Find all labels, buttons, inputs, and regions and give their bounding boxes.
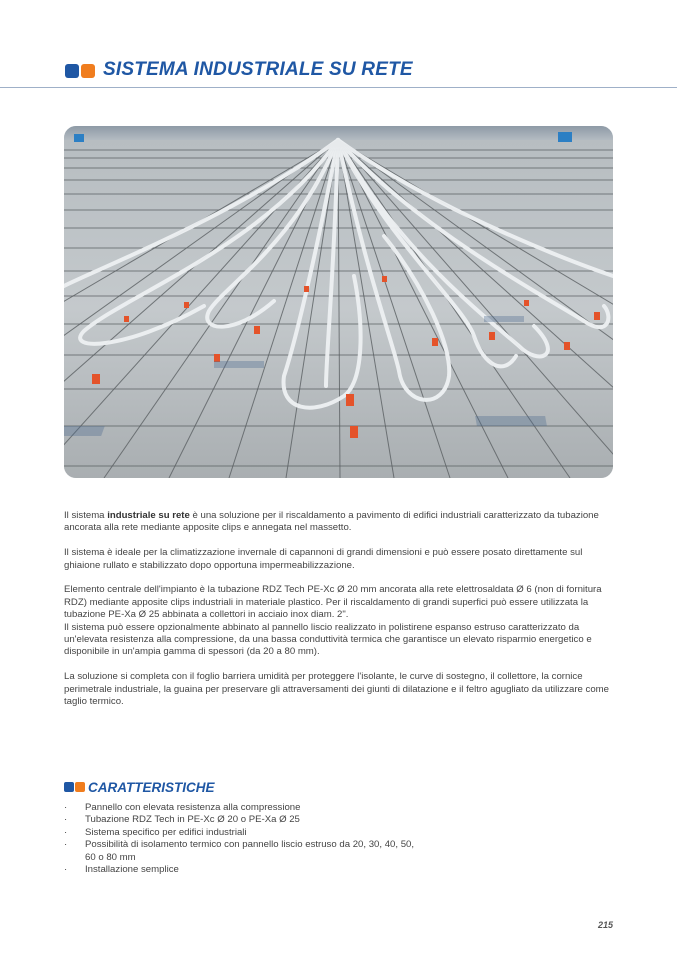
list-item bbox=[64, 864, 464, 876]
page-number: 215 bbox=[598, 920, 614, 930]
bullet: · bbox=[64, 864, 68, 876]
header-divider bbox=[0, 87, 677, 88]
features-header bbox=[0, 778, 677, 798]
blue-square-icon bbox=[64, 782, 74, 792]
photo-illustration bbox=[64, 126, 613, 478]
blue-square-icon bbox=[65, 64, 79, 78]
orange-square-icon bbox=[75, 782, 85, 792]
intro-text-end: è una soluzione per il riscaldamento a pavimento di edifici industriali caratterizzato da tubazione ancorata alla rete mediante apposite clips e annegata nel massetto. bbox=[64, 510, 599, 534]
bullet: · bbox=[64, 814, 68, 826]
list-item bbox=[64, 814, 464, 826]
body-text bbox=[64, 510, 620, 721]
list-item-text: Installazione semplice bbox=[85, 864, 179, 876]
list-item-text: Pannello con elevata resistenza alla compressione bbox=[85, 802, 301, 813]
list-item bbox=[64, 839, 415, 864]
features-title: CARATTERISTICHE bbox=[88, 780, 215, 795]
floor-heating-photo bbox=[64, 126, 613, 478]
paragraph-accessories: La soluzione si completa con il foglio barriera umidità per proteggere l'isolante, le curve di sostegno, il collettore, la cornice perimetrale industriale, la guaina per preservare gli attraversamenti dei giunti di dilatazione e il feltro agugliato da utilizzare come taglio termico. bbox=[64, 671, 610, 708]
page-title: SISTEMA INDUSTRIALE SU RETE bbox=[103, 59, 413, 80]
list-item-text: Tubazione RDZ Tech in PE-Xc Ø 20 o PE-Xa Ø 25 bbox=[85, 814, 300, 826]
bullet: · bbox=[64, 839, 68, 851]
section-header bbox=[0, 54, 677, 90]
components-text: Elemento centrale dell'impianto è la tubazione RDZ Tech PE-Xc Ø 20 mm ancorata alla rete elettrosaldata Ø 6 (non di fornitura RDZ) mediante apposite clips industriali in materiale plastico. Per il riscaldamento di grandi superfici può essere utilizzata la tubazione PE-Xa Ø 25 abbinata a collettori in acciaio inox diam. 2". bbox=[64, 584, 602, 621]
bullet: · bbox=[64, 802, 68, 813]
bullet: · bbox=[64, 826, 68, 838]
list-item bbox=[64, 827, 464, 839]
list-item bbox=[64, 802, 464, 814]
paragraph-usage: Il sistema è ideale per la climatizzazione invernale di capannoni di grandi dimensioni e può essere posato direttamente sul ghiaione rullato e stabilizzato dopo opportuna impermeabilizzazione. bbox=[64, 547, 583, 571]
intro-bold-text: industriale su rete bbox=[107, 510, 190, 521]
list-item-text: Possibilità di isolamento termico con pannello liscio estruso da 20, 30, 40, 50, 60 o 80 mm bbox=[85, 839, 415, 863]
intro-text-start: Il sistema bbox=[64, 510, 108, 521]
paragraph-components bbox=[64, 584, 620, 658]
insulation-text: Il sistema può essere opzionalmente abbinato al pannello liscio realizzato in polistirene espanso estruso caratterizzato da un'elevata resistenza alla compressione, da una bassa conduttività termica che garantisce un elevato risparmio energetico e disponibile in un'ampia gamma di spessori (da 20 a 80 mm). bbox=[64, 621, 592, 658]
features-list bbox=[64, 802, 464, 876]
list-item-text: Sistema specifico per edifici industriali bbox=[85, 826, 247, 838]
orange-square-icon bbox=[81, 64, 95, 78]
paragraph-intro bbox=[64, 510, 620, 535]
